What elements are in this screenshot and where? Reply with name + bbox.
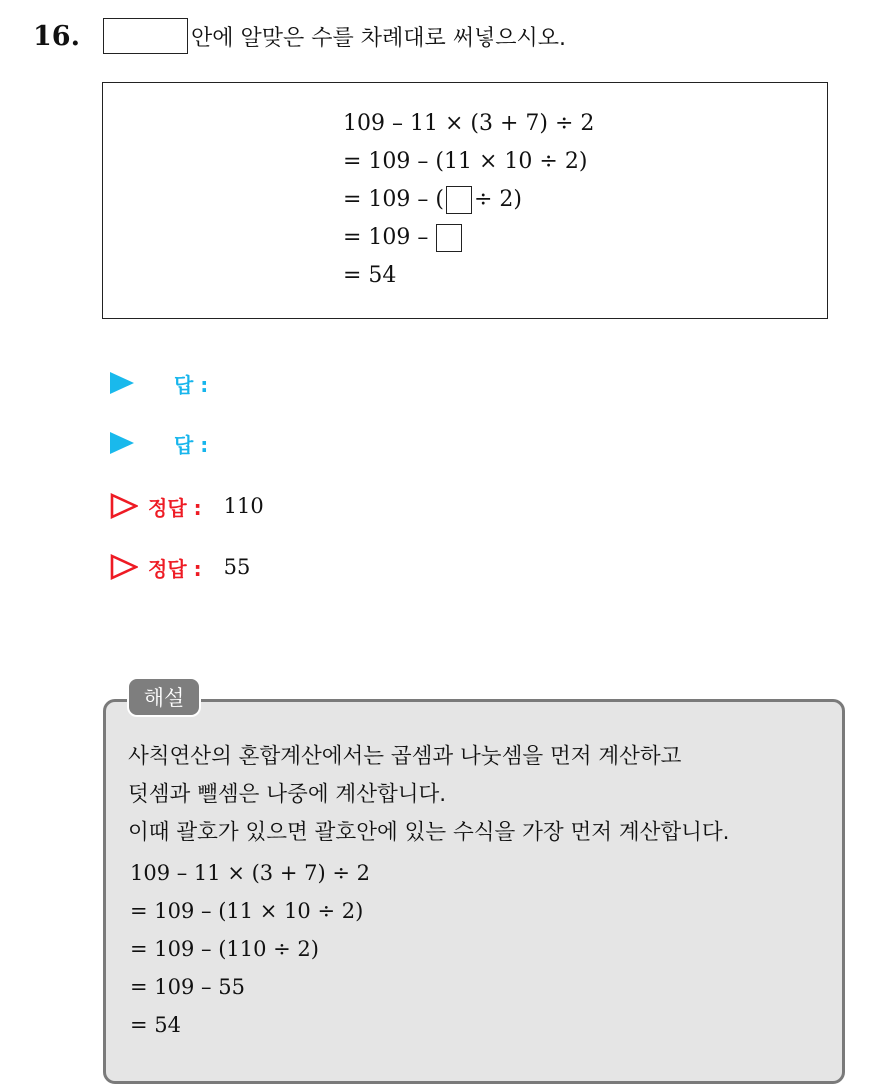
correct-answer-label: 정답 :	[148, 556, 202, 581]
equation-line	[343, 219, 594, 257]
answer-row-1	[110, 368, 208, 398]
explanation-equation	[130, 854, 370, 1044]
question-header	[33, 14, 566, 58]
explanation-line: 덧셈과 뺄셈은 나중에 계산합니다.	[128, 782, 447, 807]
question-instruction: 안에 알맞은 수를 차례대로 써넣으시오.	[191, 25, 566, 51]
play-triangle-icon	[110, 372, 134, 394]
outline-triangle-icon	[110, 493, 138, 519]
explanation-equation-line: = 54	[130, 1013, 181, 1037]
explanation-box	[103, 699, 845, 1084]
blank-box-2[interactable]	[436, 224, 462, 252]
equation-text: = 109 – (	[343, 187, 444, 212]
answer-label: 답 :	[174, 432, 209, 457]
explanation-line: 사칙연산의 혼합계산에서는 곱셈과 나눗셈을 먼저 계산하고	[128, 744, 682, 769]
correct-answer-row-1	[110, 491, 264, 521]
outline-triangle-icon	[110, 554, 138, 580]
explanation-equation-line: = 109 – (11 × 10 ÷ 2)	[130, 899, 364, 923]
play-triangle-icon	[110, 432, 134, 454]
question-number: 16.	[33, 20, 80, 52]
equation-line	[343, 181, 594, 219]
explanation-tag: 해설	[127, 677, 201, 717]
explanation-equation-line: = 109 – 55	[130, 975, 245, 999]
equation-line: 109 – 11 × (3 + 7) ÷ 2	[343, 111, 595, 136]
blank-box-1[interactable]	[446, 186, 472, 214]
answer-blank-box	[103, 18, 188, 54]
equation-text: = 109 –	[343, 225, 429, 250]
correct-answer-value: 55	[223, 555, 251, 579]
answer-row-2	[110, 428, 208, 458]
equation-text: ÷ 2)	[474, 187, 523, 212]
explanation-text	[128, 738, 828, 852]
answer-label: 답 :	[174, 372, 209, 397]
explanation-equation-line: 109 – 11 × (3 + 7) ÷ 2	[130, 861, 370, 885]
explanation-equation-line: = 109 – (110 ÷ 2)	[130, 937, 319, 961]
problem-box	[102, 82, 828, 319]
correct-answer-label: 정답 :	[148, 495, 202, 520]
correct-answer-row-2	[110, 552, 250, 582]
problem-equation	[343, 105, 594, 295]
equation-line: = 109 – (11 × 10 ÷ 2)	[343, 149, 588, 174]
explanation-line: 이때 괄호가 있으면 괄호안에 있는 수식을 가장 먼저 계산합니다.	[128, 820, 730, 845]
equation-line: = 54	[343, 263, 397, 288]
correct-answer-value: 110	[223, 494, 264, 518]
